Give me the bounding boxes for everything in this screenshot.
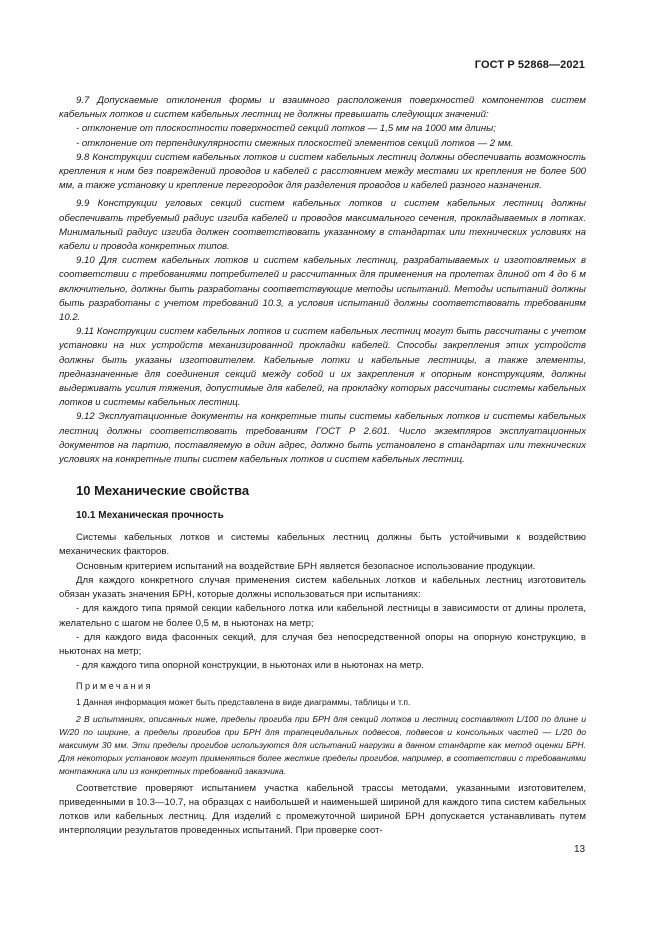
clause-9-7: 9.7 Допускаемые отклонения формы и взаимного расположения поверхностей компонентов систем кабельных лотков и систем кабельных лестниц не должны превышать следующих значений: <box>59 95 586 121</box>
list-item-fittings: - для каждого вида фасонных секций, для случая без непосредственной опоры на опорную конструкцию, в ньютонах на метр; <box>59 631 586 657</box>
page-content <box>59 94 586 839</box>
clause-9-8: 9.8 Конструкции систем кабельных лотков и систем кабельных лестниц должны обеспечивать возможность крепления к ним без повреждений проводов и кабелей с расстоянием между местами их крепления не более 500 мм, а также установку и крепление перегородок для разделения проводов и кабелей разного назначения. <box>59 151 586 192</box>
note-1: 1 Данная информация может быть представлена в виде диаграммы, таблицы и т.п. <box>76 697 411 708</box>
paragraph-10-1-d: Соответствие проверяют испытанием участка кабельной трассы методами, указанными изготовителем, приведенными в 10.3—10.7, на образцах с наибольшей и наименьшей шириной для каждого типа систем кабельных лотков или кабельных лестниц. Для изделий с промежуточной шириной БРН допускается устанавливать путем интерполяции результатов проведенных испытаний. При проверке соот- <box>59 782 586 837</box>
section-10-title: 10 Механические свойства <box>76 483 250 499</box>
subsection-10-1-title: 10.1 Механическая прочность <box>76 510 224 522</box>
clause-9-10: 9.10 Для систем кабельных лотков и систем кабельных лестниц, разрабатываемых и изготовляемых в соответствии с требованиями потребителей и рассчитанных для применения на пролетах длиной от 4 до 6 м включительно, должны быть разработаны соответствующие методы испытаний. Методы испытаний должны быть разработаны с учетом требований 10.3, а условия испытаний должны соответствовать требованиям 10.2. <box>59 255 586 324</box>
clause-9-7-item-1: - отклонение от плоскостности поверхностей секций лотков — 1,5 мм на 1000 мм длины; <box>76 123 496 135</box>
document-id-header: ГОСТ Р 52868—2021 <box>474 59 585 71</box>
paragraph-10-1-b: Основным критерием испытаний на воздействие БРН является безопасное использование продукции. <box>76 560 536 572</box>
page-number: 13 <box>574 844 586 855</box>
paragraph-10-1-c: Для каждого конкретного случая применения систем кабельных лотков и кабельных лестниц изготовитель обязан указать значения БРН, которые должны использоваться при испытаниях: <box>59 574 586 601</box>
paragraph-10-1-a: Системы кабельных лотков и системы кабельных лестниц должны быть устойчивыми к воздействию механических факторов. <box>59 532 586 558</box>
clause-9-9: 9.9 Конструкции угловых секций систем кабельных лотков и систем кабельных лестниц должны обеспечивать требуемый радиус изгиба кабелей и проводов максимального сечения, прокладываемых в лотках. Минимальный радиус изгиба должен соответствовать указанному в стандартах или технических условиях на кабели и провода конкретных типов. <box>59 198 586 253</box>
list-item-straight-sections: - для каждого типа прямой секции кабельного лотка или кабельной лестницы в зависимости от длины пролета, желательно с шагом не более 0,5 м, в ньютонах на метр; <box>59 603 586 629</box>
list-item-supports: - для каждого типа опорной конструкции, в ньютонах или в ньютонах на метр. <box>76 660 424 672</box>
notes-heading: Примечания <box>76 681 153 692</box>
clause-9-12: 9.12 Эксплуатационные документы на конкретные типы системы кабельных лотков и системы кабельных лестниц должны соответствовать требованиям ГОСТ Р 2.601. Число экземпляров эксплуатационных документов на партию, поставляемую в один адрес, должно быть установлено в стандартах или технических условиях на конкретные типы систем кабельных лотков и систем кабельных лестниц. <box>59 411 586 466</box>
clause-9-7-item-2: - отклонение от перпендикулярности смежных плоскостей элементов секций лотков — 2 мм. <box>76 137 514 149</box>
clause-9-11: 9.11 Конструкции систем кабельных лотков и систем кабельных лестниц могут быть рассчитаны с учетом установки на них устройств механизированной прокладки кабелей. Способы закрепления этих устройств должны быть указаны изготовителем. Кабельные лотки и кабельные лестницы, а также элементы, предназначенные для соединения секций между собой и их закрепления к опорным конструкциям, должны выдерживать усилия тяжения, допустимые для кабелей, на прокладку которых рассчитаны системы кабельных лотков и системы кабельных лестниц. <box>59 326 586 409</box>
note-2: 2 В испытаниях, описанных ниже, пределы прогиба при БРН для секций лотков и лестниц составляют L/100 по длине и W/20 по ширине, а пределы прогибов при БРН для трапецеидальных подвесов, подвесов и консольных частей — L/20 до максимум 30 мм. Эти пределы прогибов используются для испытаний нагрузки в данном стандарте как метод оценки БРН. Для некоторых установок могут применяться более жесткие пределы прогибов, например, в соответствии с требованиями монтажника или из конкретных требований заказчика. <box>59 714 586 776</box>
